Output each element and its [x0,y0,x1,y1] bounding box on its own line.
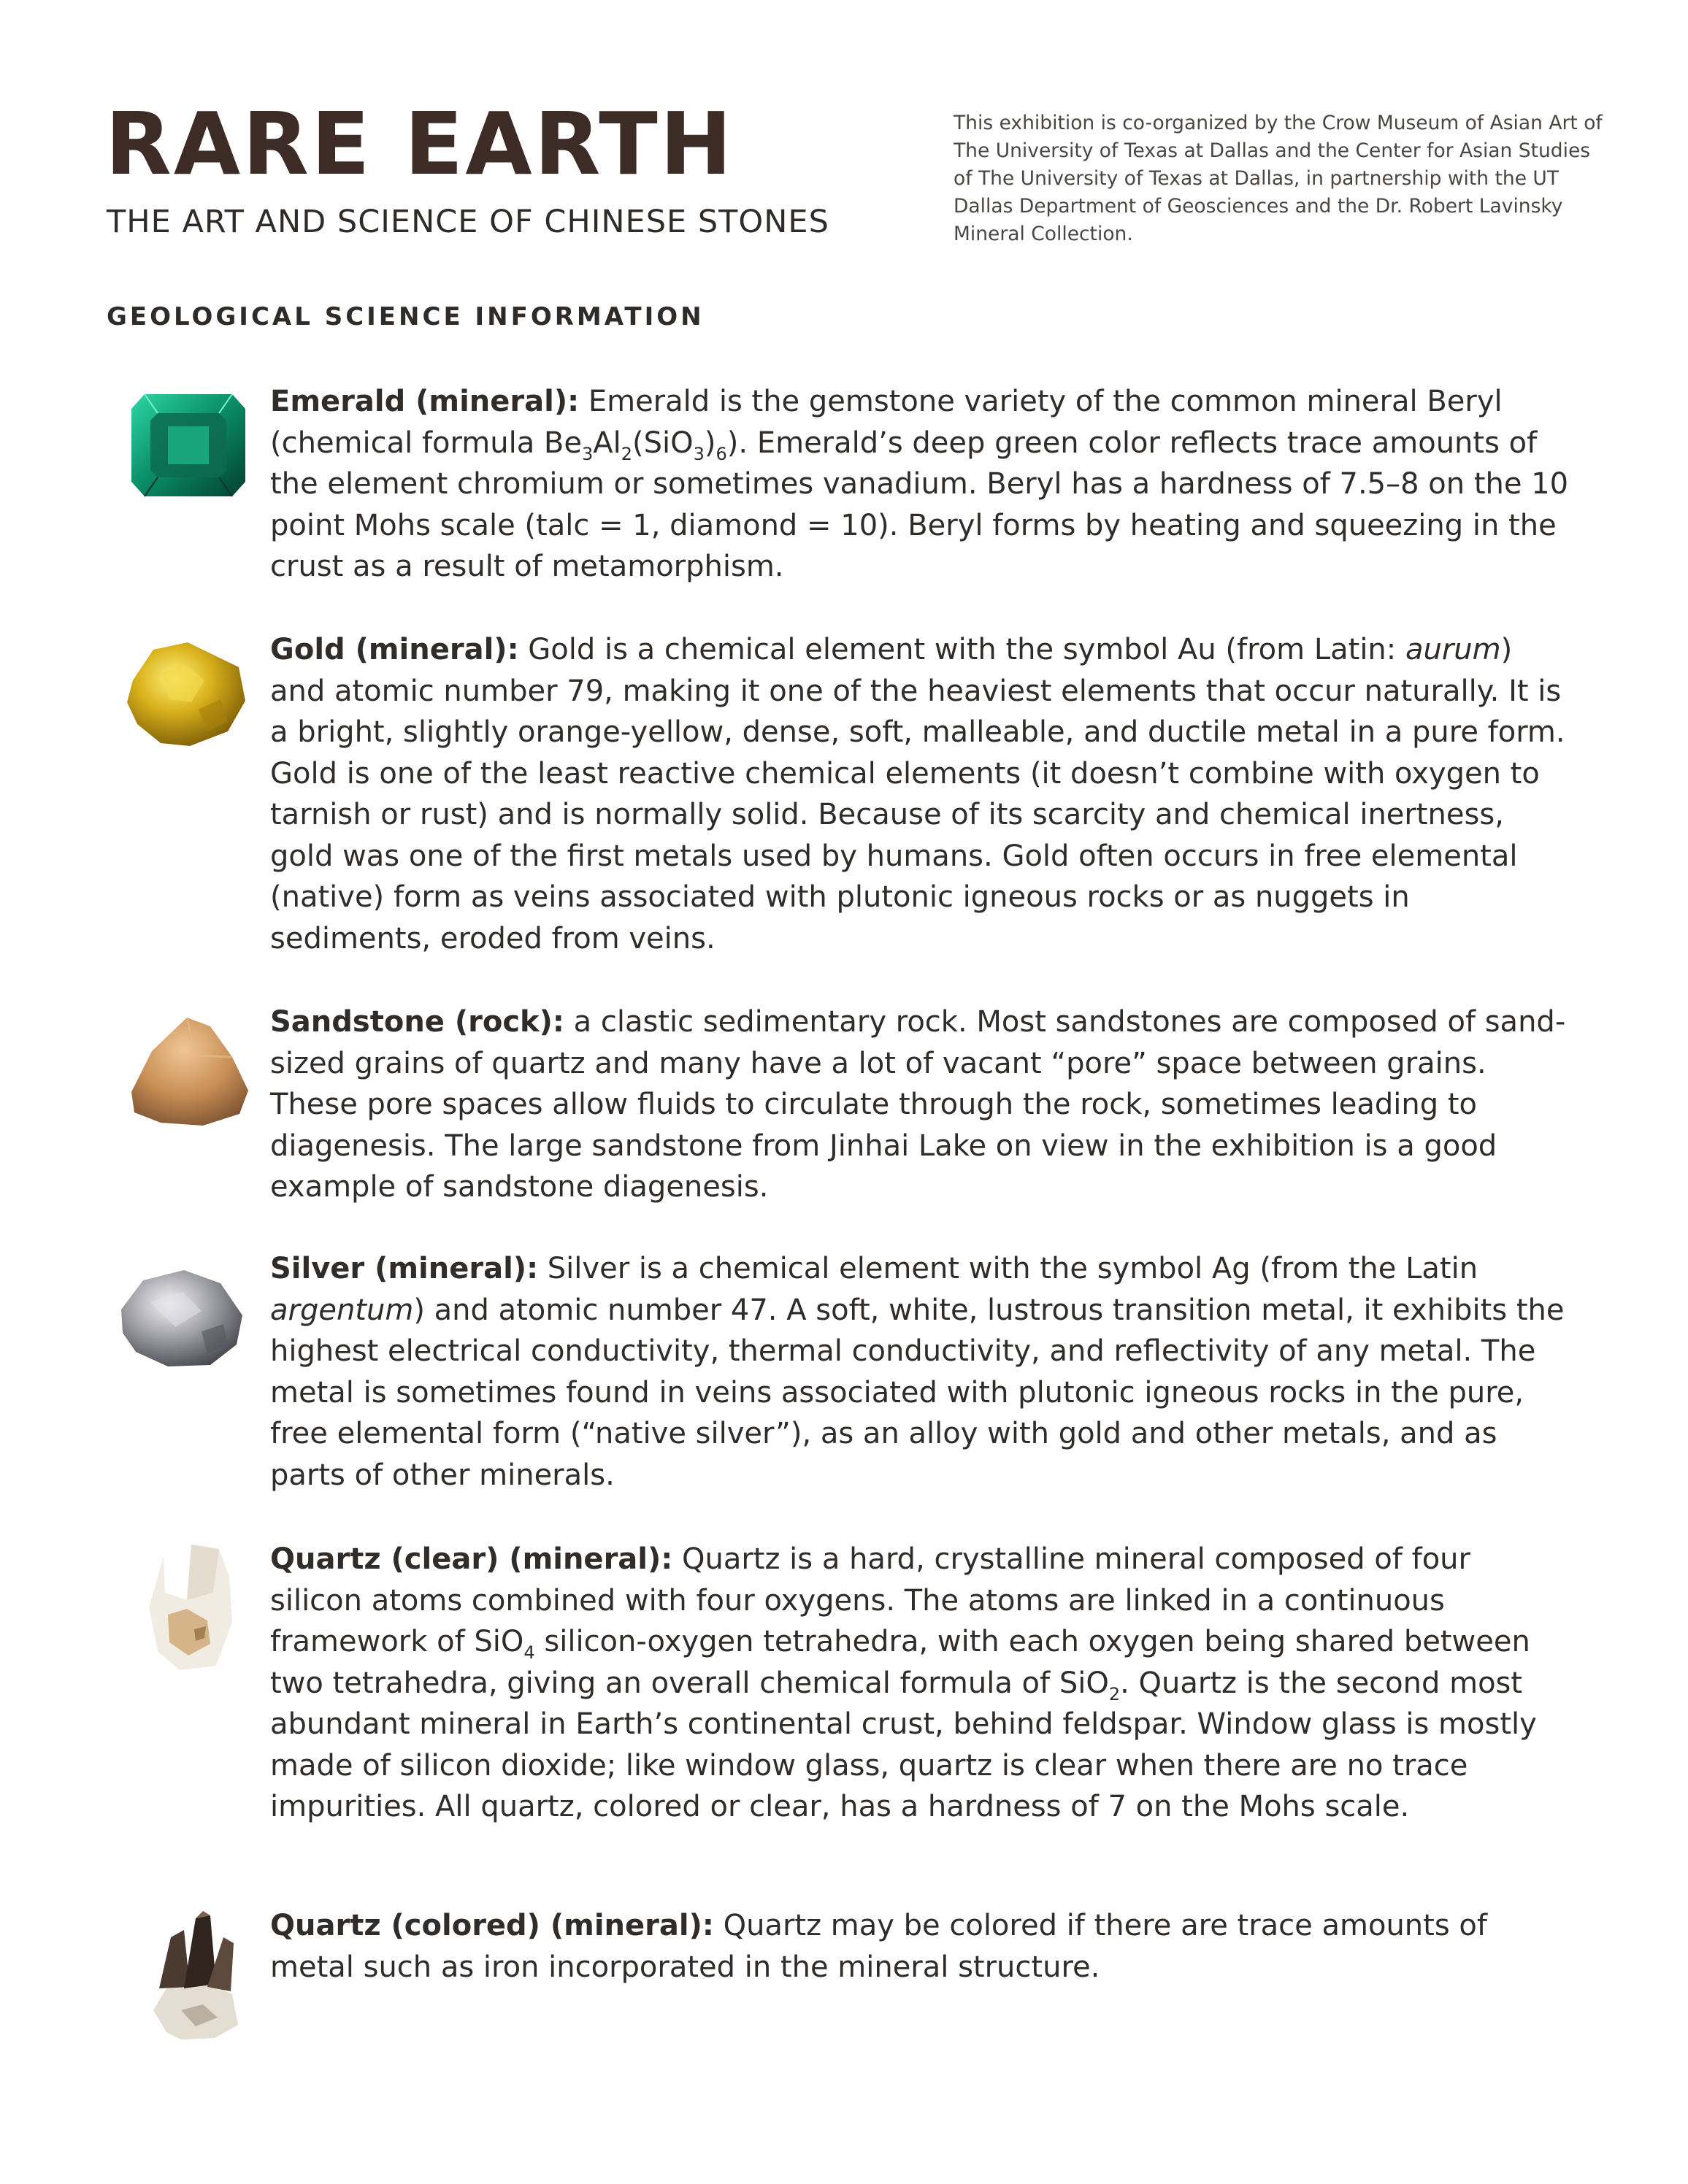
entry-term: Quartz (clear) (mineral): [270,1542,673,1576]
entry-term: Quartz (colored) (mineral): [270,1909,714,1942]
entry-term: Gold (mineral): [270,633,519,666]
entry-sandstone: Sandstone (rock): a clastic sedimentary rock. Most sandstones are composed of sand-sized grains of quartz and many have a lot of vacant “pore” space between grains. These pore spaces allow fluids to circulate through the rock, sometimes leading to diagenesis. The large sandstone from Jinhai Lake on view in the exhibition is a good example of sandstone diagenesis. [270,1005,1566,1204]
exhibition-title: RARE EARTH [105,93,734,194]
gold-nugget-icon [118,629,250,761]
silver-nugget-icon [114,1251,245,1383]
clear-quartz-crystal-icon [143,1542,275,1673]
entry-quartz-clear: Quartz (clear) (mineral): Quartz is a hard, crystalline mineral composed of four silicon atoms combined with four oxygens. The atoms are linked in a continuous framework of SiO$_4$ silicon-oxygen tetrahedra, with each oxygen being shared between two tetrahedra, giving an overall chemical formula of SiO$_2$. Quartz is the second most abundant mineral in Earth’s continental crust, behind feldspar. Window glass is mostly made of silicon dioxide; like window glass, quartz is clear when there are no trace impurities. All quartz, colored or clear, has a hardness of 7 on the Mohs scale. [270,1542,1537,1823]
entry-emerald: Emerald (mineral): Emerald is the gemstone variety of the common mineral Beryl (chemical formula $Be_3Al_2(SiO_3)_6$). Emerald’s deep green color reflects trace amounts of the element chromium or sometimes vanadium. Beryl has a hardness of 7.5–8 on the 10 point Mohs scale (talc = 1, diamond = 10). Beryl forms by heating and squeezing in the crust as a result of metamorphism. [270,385,1569,583]
organizer-note: This exhibition is co-organized by the Crow Museum of Asian Art of The University of Texas at Dallas and the Center for Asian Studies of The University of Texas at Dallas, in partnership with the UT Dallas Department of Geosciences and the Dr. Robert Lavinsky Mineral Collection. [954,112,1603,245]
exhibition-subtitle: THE ART AND SCIENCE OF CHINESE STONES [107,204,829,240]
entry-gold: Gold (mineral): Gold is a chemical element with the symbol Au (from Latin: aurum) and atomic number 79, making it one of the heaviest elements that occur naturally. It is a bright, slightly orange-yellow, dense, soft, malleable, and ductile metal in a pure form. Gold is one of the least reactive chemical elements (it doesn’t combine with oxygen to tarnish or rust) and is normally solid. Because of its scarcity and chemical inertness, gold was one of the first metals used by humans. Gold often occurs in free elemental (native) form as veins associated with plutonic igneous rocks or as nuggets in sediments, eroded from veins. [270,633,1565,956]
entry-term: Emerald (mineral): [270,385,580,418]
entry-term: Silver (mineral): [270,1252,539,1285]
emerald-gem-icon [123,380,254,511]
section-heading: GEOLOGICAL SCIENCE INFORMATION [107,302,705,331]
smoky-quartz-crystal-icon [145,1908,276,2039]
entry-quartz-colored: Quartz (colored) (mineral): Quartz may be colored if there are trace amounts of metal such as iron incorporated in the mineral structure. [270,1909,1487,1984]
sandstone-rock-icon [123,1004,254,1136]
entry-term: Sandstone (rock): [270,1005,564,1039]
entry-silver: Silver (mineral): Silver is a chemical element with the symbol Ag (from the Latin argentum) and atomic number 47. A soft, white, lustrous transition metal, it exhibits the highest electrical conductivity, thermal conductivity, and reflectivity of any metal. The metal is sometimes found in veins associated with plutonic igneous rocks in the pure, free elemental form (“native silver”), as an alloy with gold and other metals, and as parts of other minerals. [270,1252,1565,1492]
